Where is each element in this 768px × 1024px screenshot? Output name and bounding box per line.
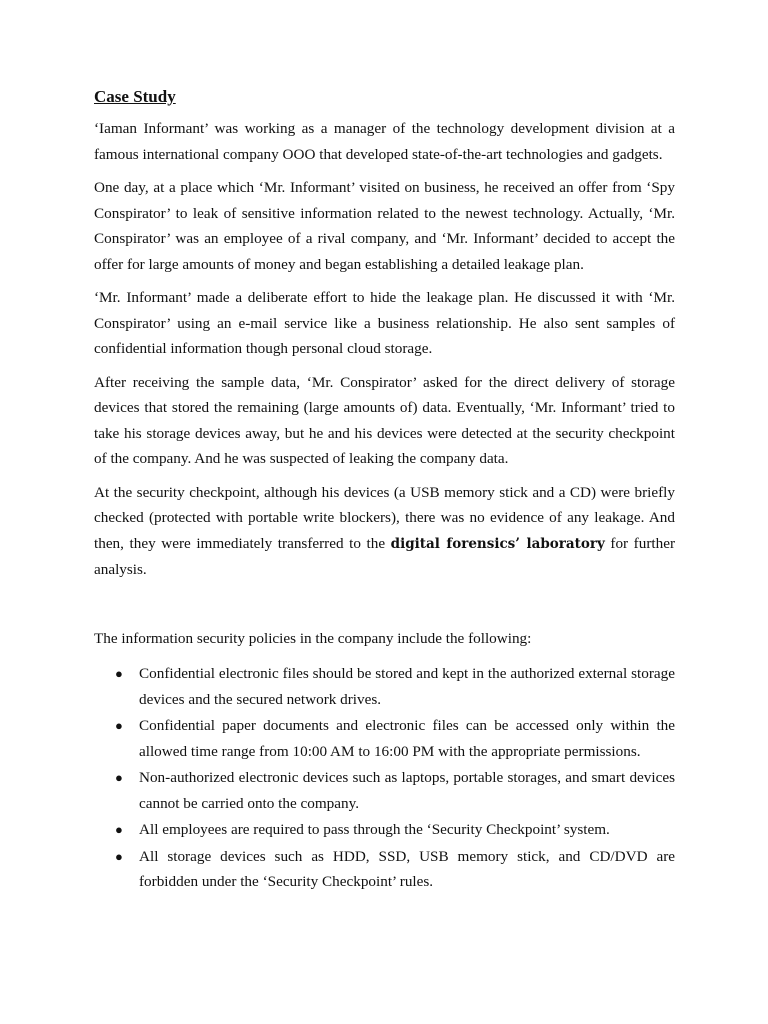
policy-text: Confidential paper documents and electronic files can be accessed only within the allowed time range from 10:00 AM to 16:00 PM with the appropriate permissions. [139,717,675,760]
policy-item [94,844,675,895]
policy-text: All employees are required to pass through the ‘Security Checkpoint’ system. [139,821,610,838]
bullet-icon: ● [115,718,123,733]
paragraph-detection: After receiving the sample data, ‘Mr. Conspirator’ asked for the direct delivery of storage devices that stored the remaining (large amounts of) data. Eventually, ‘Mr. Informant’ tried to take his storage devices away, but he and his devices were detected at the security checkpoint of the company. And he was suspected of leaking the company data. [94,373,675,467]
bullet-icon: ● [115,770,123,785]
policy-text: Non-authorized electronic devices such as laptops, portable storages, and smart devices cannot be carried onto the company. [139,769,675,812]
document-title: Case Study [94,87,176,106]
policy-text: All storage devices such as HDD, SSD, USB memory stick, and CD/DVD are forbidden under the ‘Security Checkpoint’ rules. [139,847,675,890]
forensics-lab-emphasis: digital forensics’ laboratory [390,535,605,552]
policy-item [94,817,675,843]
policy-list [94,661,675,895]
policy-item [94,661,675,712]
paragraph-offer: One day, at a place which ‘Mr. Informant’ visited on business, he received an offer from ‘Spy Conspirator’ to leak of sensitive information related to the newest technology. Actually, ‘Mr. Conspirator’ was an employee of a rival company, and ‘Mr. Informant’ decided to accept the offer for large amounts of money and began establishing a detailed leakage plan. [94,179,675,273]
paragraph-hiding-plan: ‘Mr. Informant’ made a deliberate effort to hide the leakage plan. He discussed it with ‘Mr. Conspirator’ using an e-mail service like a business relationship. He also sent samples of confidential information though personal cloud storage. [94,289,675,357]
paragraph-checkpoint-before: At the security checkpoint, although his devices (a USB memory stick and a CD) were briefly checked (protected with portable write blockers), there was no evidence of any leakage. And then, they were immediately transferred to the [94,483,675,552]
document-page [94,86,675,896]
policy-item [94,765,675,816]
bullet-icon: ● [115,666,123,681]
policies-intro: The information security policies in the company include the following: [94,629,532,647]
policy-item [94,713,675,764]
bullet-icon: ● [115,848,123,864]
bullet-icon: ● [115,822,123,837]
paragraph-checkpoint-after: for further analysis. [94,534,676,578]
policy-text: Confidential electronic files should be stored and kept in the authorized external storage devices and the secured network drives. [139,665,675,708]
paragraph-checkpoint [94,480,675,583]
paragraph-intro: ‘Iaman Informant’ was working as a manager of the technology development division at a famous international company OOO that developed state-of-the-art technologies and gadgets. [94,120,675,163]
